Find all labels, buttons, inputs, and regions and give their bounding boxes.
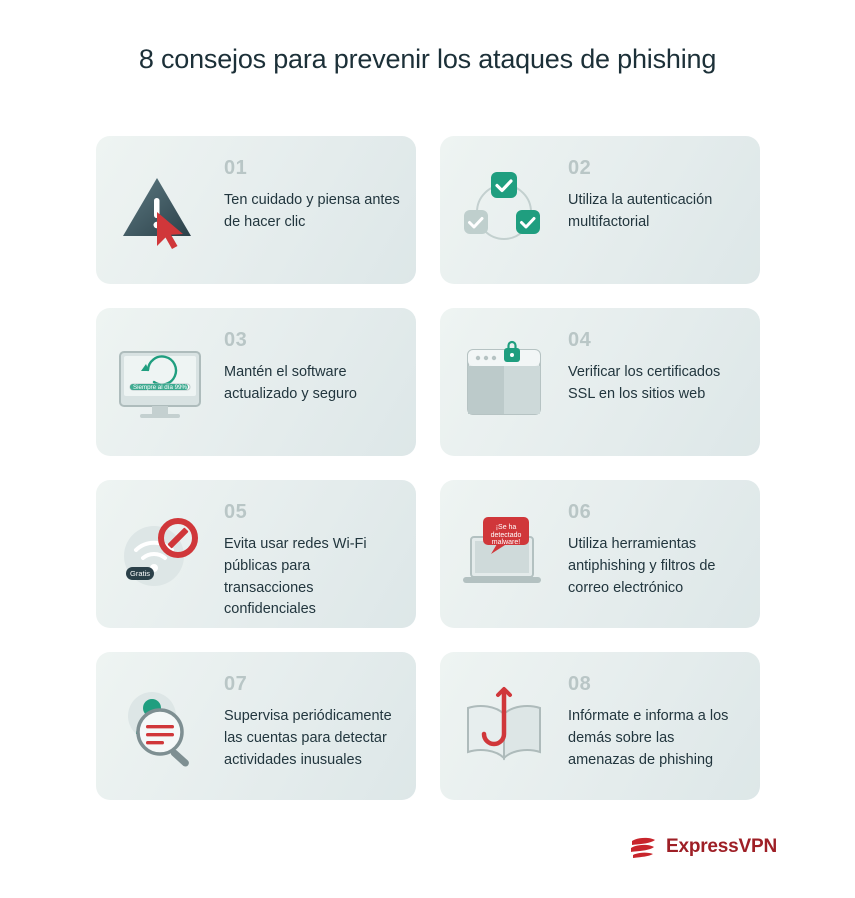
- tip-art-07: [96, 652, 224, 800]
- tip-number-01: 01: [224, 157, 248, 179]
- tip-art-06: [440, 480, 568, 628]
- tip-number-03: 03: [224, 329, 248, 351]
- tip-card-01: [96, 136, 416, 284]
- footer: [0, 832, 855, 862]
- desktop-update-icon: [110, 340, 210, 424]
- tip-body-07: [224, 652, 416, 800]
- tip-caption-03: Siempre al día 99%: [133, 384, 187, 392]
- tip-body-03: [224, 308, 416, 456]
- laptop-malware-alert-icon: [455, 511, 553, 597]
- tip-body-08: [568, 652, 760, 800]
- warning-triangle-cursor-icon: [117, 170, 203, 250]
- page-title: 8 consejos para prevenir los ataques de phishing: [138, 44, 717, 74]
- tip-number-06: 06: [568, 501, 592, 523]
- tip-text-03: Mantén el software actualizado y seguro: [224, 364, 357, 402]
- tip-card-04: [440, 308, 760, 456]
- tip-number-04: 04: [568, 329, 592, 351]
- tip-caption-05: Gratis: [129, 569, 151, 579]
- tip-number-05: 05: [224, 501, 248, 523]
- tip-number-02: 02: [568, 157, 592, 179]
- account-magnifier-icon: [112, 682, 208, 770]
- tip-caption-06-line1: ¡Se ha: [495, 524, 517, 531]
- tip-body-05: [224, 480, 416, 628]
- tip-art-04: [440, 308, 568, 456]
- tip-card-02: [440, 136, 760, 284]
- tips-grid: [96, 136, 760, 800]
- tip-text-01: Ten cuidado y piensa antes de hacer clic: [224, 192, 400, 230]
- multi-factor-checkboxes-icon: [458, 168, 550, 252]
- tip-text-08: Infórmate e informa a los demás sobre las amenazas de phishing: [568, 708, 729, 768]
- expressvpn-mark-icon: [628, 832, 658, 862]
- tip-art-05: [96, 480, 224, 628]
- tip-art-02: [440, 136, 568, 284]
- tip-text-07: Supervisa periódicamente las cuentas para detectar actividades inusuales: [224, 708, 392, 768]
- tip-text-04: Verificar los certificados SSL en los sitios web: [568, 364, 721, 402]
- tip-card-03: [96, 308, 416, 456]
- tip-card-05: [96, 480, 416, 628]
- tip-card-07: [96, 652, 416, 800]
- tip-number-07: 07: [224, 673, 248, 695]
- tip-caption-06-line3: malware!: [491, 539, 521, 546]
- tip-body-04: [568, 308, 760, 456]
- tip-body-02: [568, 136, 760, 284]
- tip-number-08: 08: [568, 673, 592, 695]
- tip-body-01: [224, 136, 416, 284]
- tip-card-06: [440, 480, 760, 628]
- tip-body-06: [568, 480, 760, 628]
- tip-card-08: [440, 652, 760, 800]
- brand-name: ExpressVPN: [665, 836, 777, 857]
- tip-caption-06-line2: detectado: [490, 532, 522, 539]
- tip-art-08: [440, 652, 568, 800]
- browser-padlock-icon: [460, 340, 548, 424]
- tip-text-02: Utiliza la autenticación multifactorial: [568, 192, 713, 230]
- wifi-blocked-icon: [112, 512, 208, 596]
- brand-logo: [628, 832, 777, 862]
- tip-text-06: Utiliza herramientas antiphishing y filtros de correo electrónico: [568, 536, 716, 596]
- tip-art-03: [96, 308, 224, 456]
- book-hook-icon: [458, 682, 550, 770]
- tip-art-01: [96, 136, 224, 284]
- tip-text-05: Evita usar redes Wi-Fi públicas para transacciones confidenciales: [224, 536, 367, 618]
